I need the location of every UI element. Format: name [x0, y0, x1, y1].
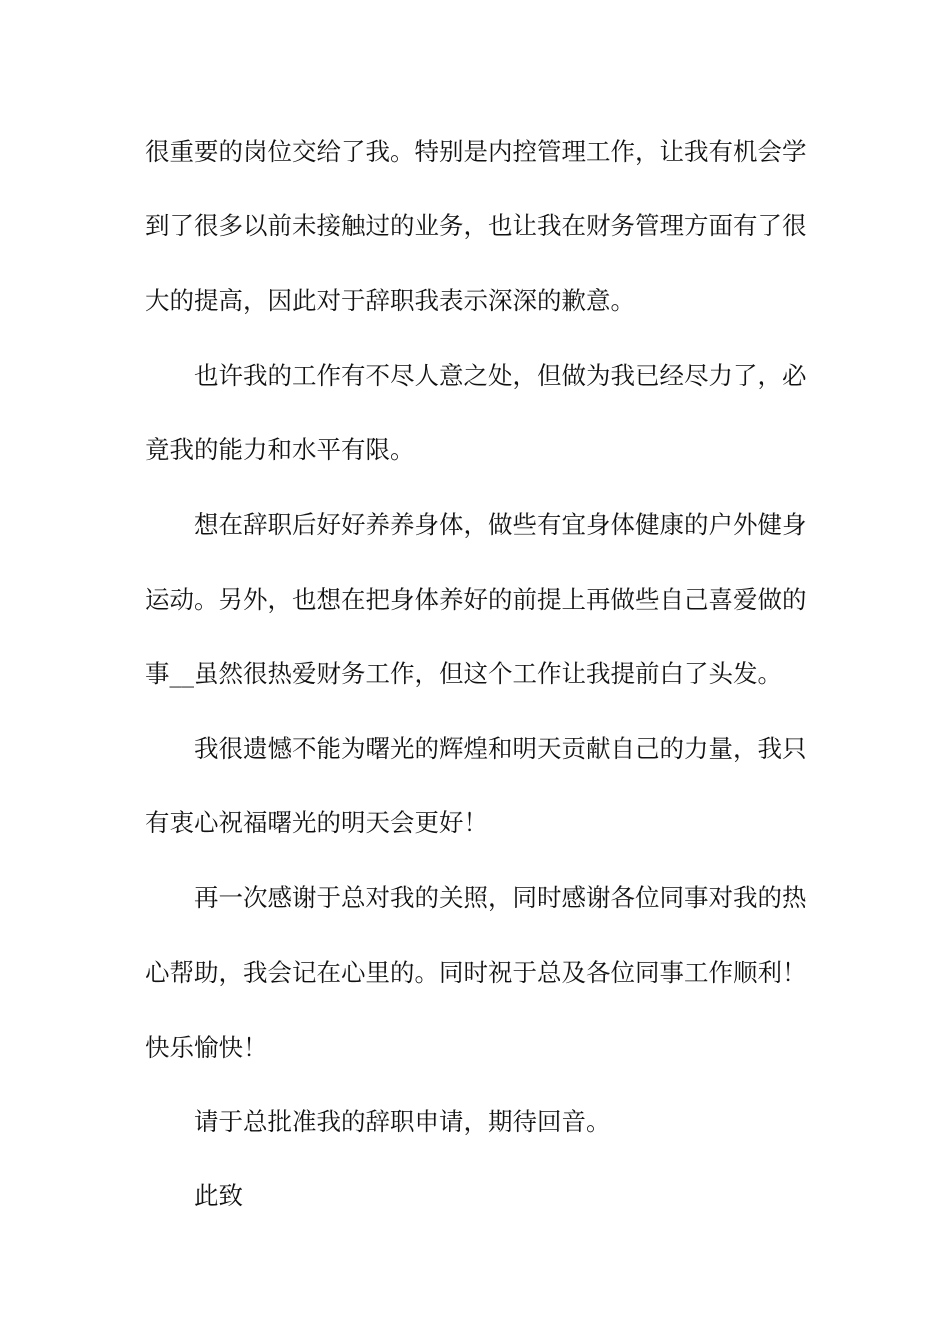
paragraph-line: 我很遗憾不能为曙光的辉煌和明天贡献自己的力量，我只 — [194, 734, 807, 763]
paragraph-line: 大的提高，因此对于辞职我表示深深的歉意。 — [145, 286, 635, 315]
paragraph-line: 快乐愉快！ — [145, 1033, 268, 1062]
paragraph-line: 很重要的岗位交给了我。特别是内控管理工作，让我有机会学 — [145, 137, 807, 166]
paragraph-line: 心帮助，我会记在心里的。同时祝于总及各位同事工作顺利！ — [145, 958, 807, 987]
paragraph-line: 有衷心祝福曙光的明天会更好！ — [145, 808, 488, 837]
paragraph-line: 想在辞职后好好养养身体，做些有宜身体健康的户外健身 — [194, 510, 807, 539]
paragraph-line: 再一次感谢于总对我的关照，同时感谢各位同事对我的热 — [194, 883, 807, 912]
closing-salutation: 此致 — [194, 1181, 243, 1210]
paragraph-line: 请于总批准我的辞职申请，期待回音。 — [194, 1107, 611, 1136]
paragraph-line: 运动。另外，也想在把身体养好的前提上再做些自己喜爱做的 — [145, 585, 807, 614]
paragraph-line: 到了很多以前未接触过的业务，也让我在财务管理方面有了很 — [145, 211, 807, 240]
paragraph-line: 也许我的工作有不尽人意之处，但做为我已经尽力了，必 — [194, 361, 807, 390]
paragraph-line: 竟我的能力和水平有限。 — [145, 435, 415, 464]
paragraph-line: 事__虽然很热爱财务工作，但这个工作让我提前白了头发。 — [145, 659, 782, 688]
